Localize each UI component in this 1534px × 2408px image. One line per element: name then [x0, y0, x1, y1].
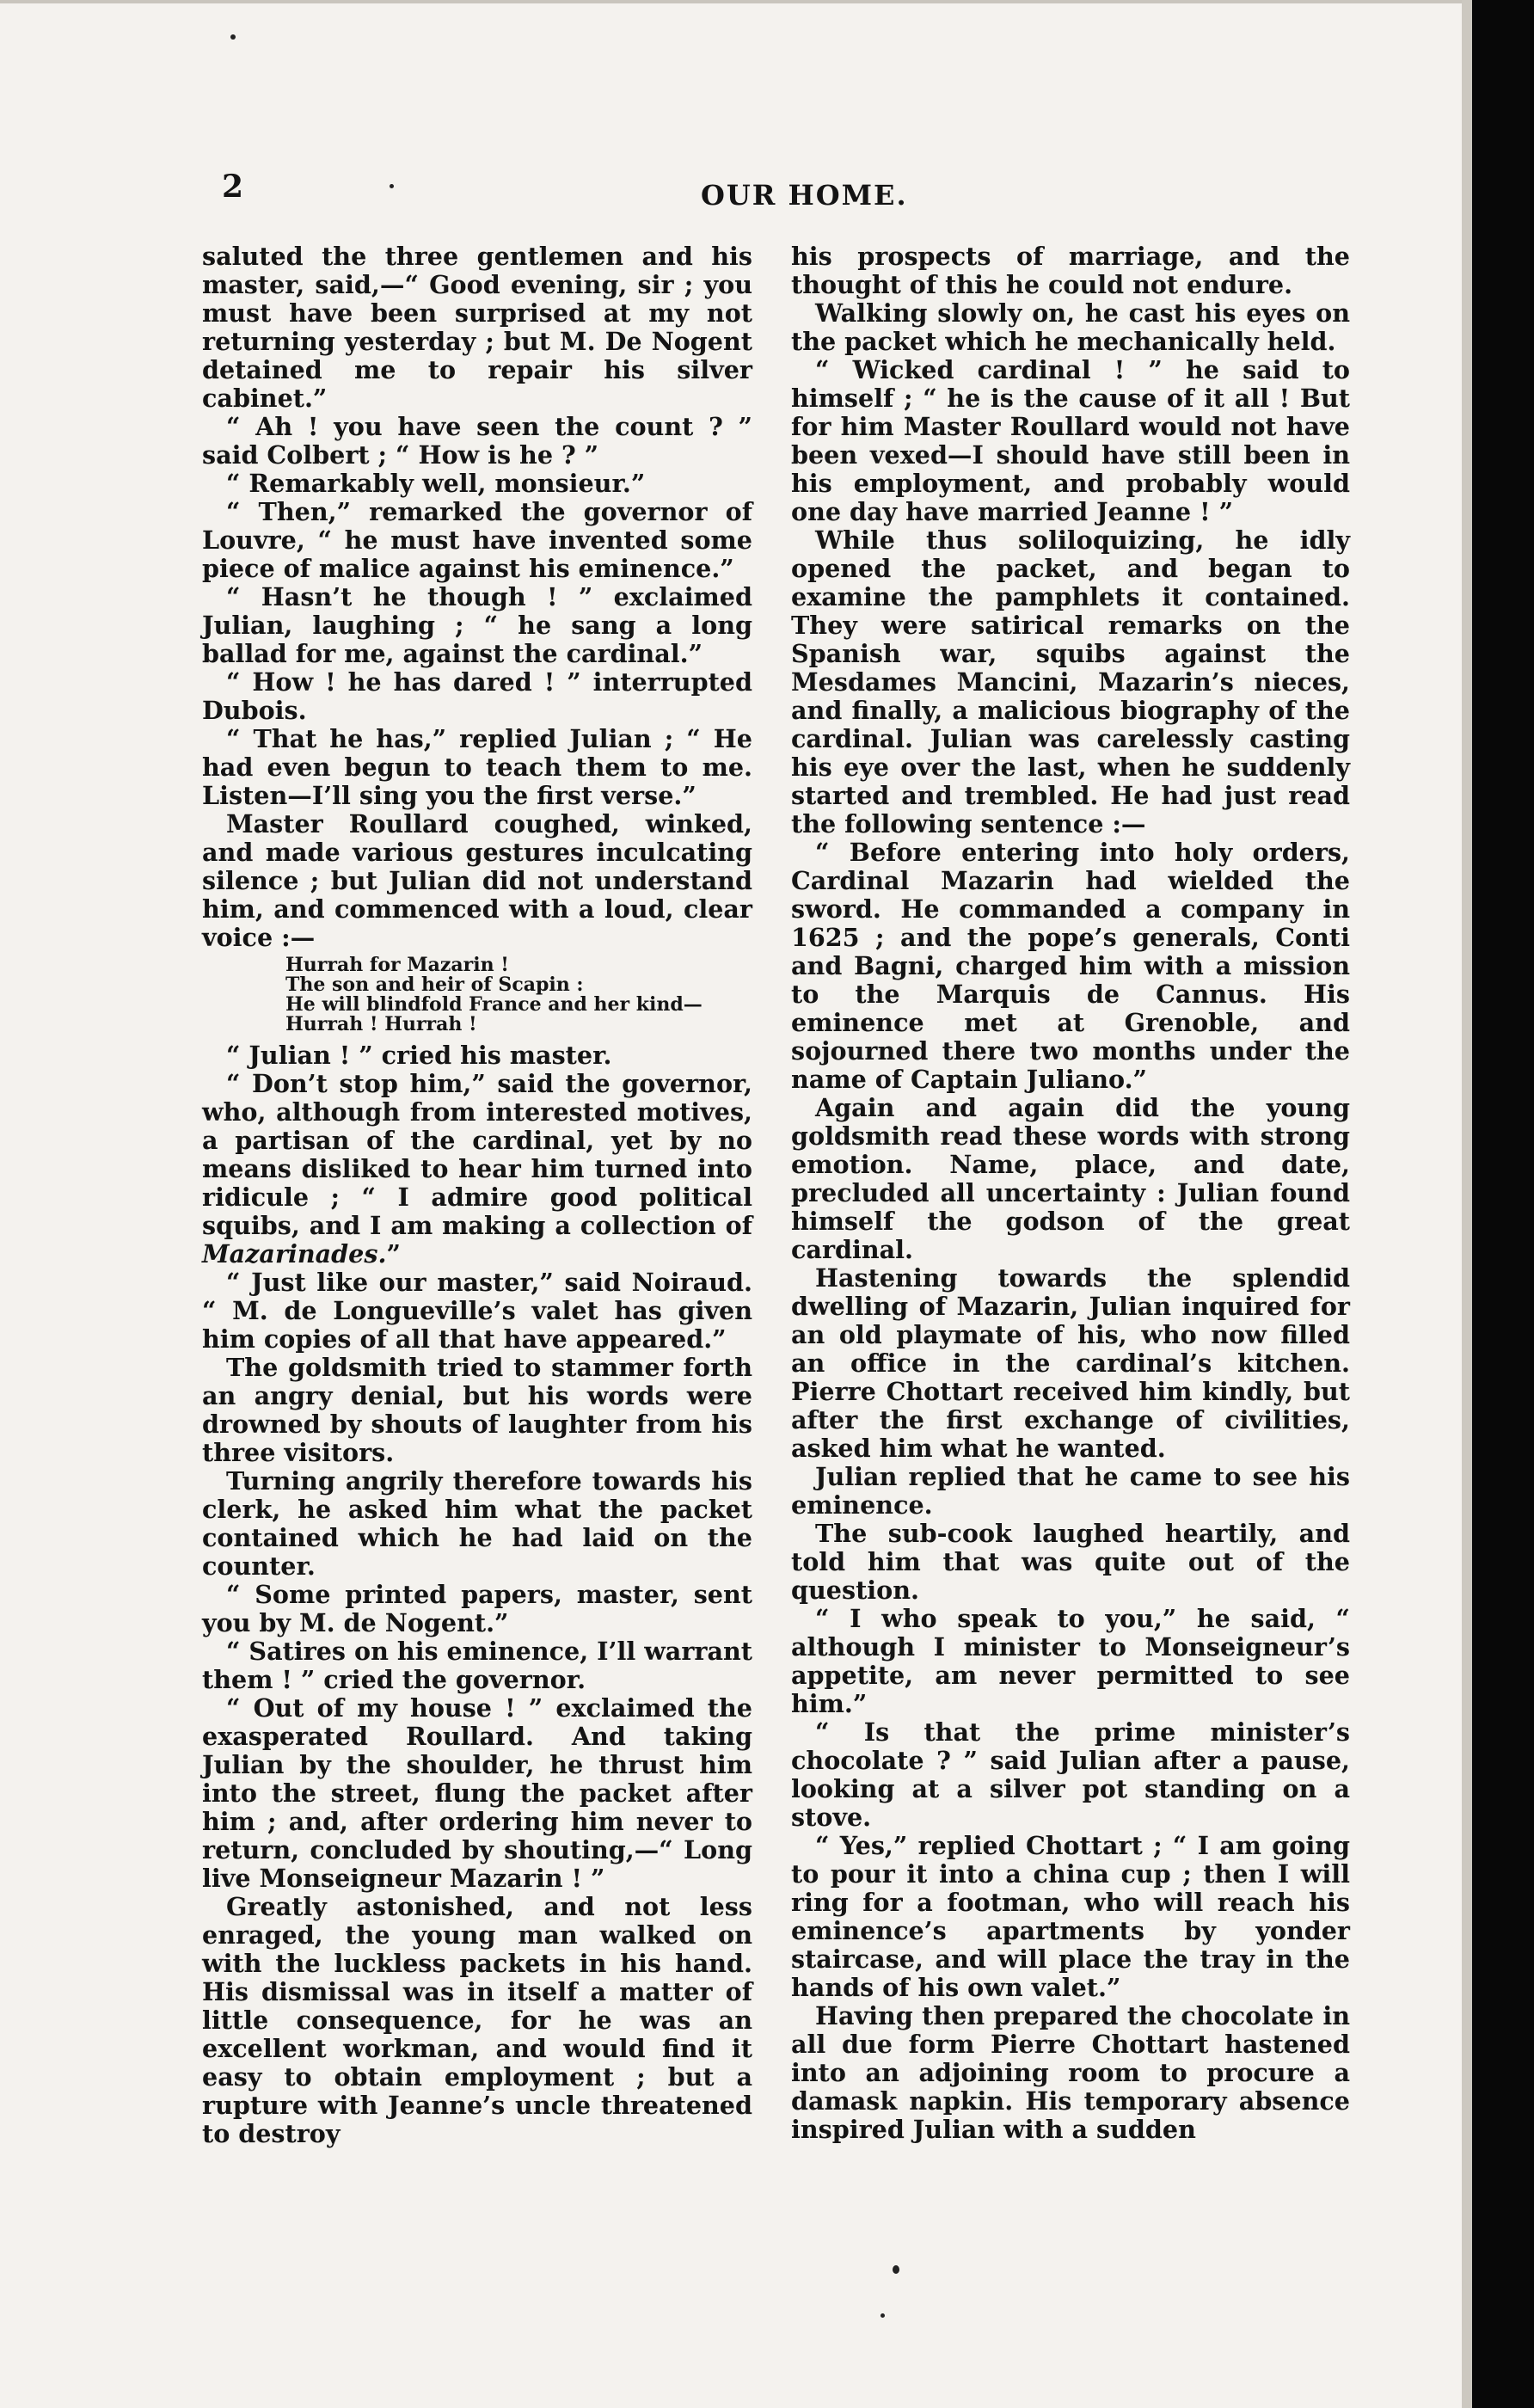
paragraph: “ Julian ! ” cried his master.: [226, 1041, 612, 1070]
paragraph: Julian replied that he came to see his eminence.: [791, 1462, 1350, 1520]
paragraph: “ Ah ! you have seen the count ? ” said Colbert ; “ How is he ? ”: [202, 412, 752, 470]
paragraph: “ Wicked cardinal ! ” he said to himself ; “ he is the cause of it all ! But for him Master Roullard would not have been vexed—I should have still been in his employment, and probably would one day have married Jeanne ! ”: [791, 355, 1350, 526]
paragraph: “ Before entering into holy orders, Cardinal Mazarin had wielded the sword. He commanded a company in 1625 ; and the pope’s generals, Conti and Bagni, charged him with a mission to the Marquis de Cannus. His eminence met at Grenoble, and sojourned there two months under the name of Captain Juliano.”: [791, 838, 1350, 1094]
scan-speck: [230, 34, 236, 40]
scan-speck: [881, 2313, 885, 2318]
paragraph: Hastening towards the splendid dwelling of Mazarin, Julian inquired for an old playmate of his, who now filled an office in the cardinal’s kitchen. Pierre Chottart received him kindly, but after the first exchange of civilities, asked him what he wanted.: [791, 1263, 1350, 1463]
paragraph: saluted the three gentlemen and his master, said,—“ Good evening, sir ; you must have been surprised at my not returning yesterday ; but M. De Nogent detained me to repair his silver cabinet.”: [202, 242, 752, 413]
paragraph: “ How ! he has dared ! ” interrupted Dubois.: [202, 667, 752, 725]
paragraph-text: ”: [386, 1239, 401, 1268]
paragraph: “ Is that the prime minister’s chocolate ? ” said Julian after a pause, looking at a silver pot standing on a stove.: [791, 1717, 1350, 1832]
paragraph: “ Some printed papers, master, sent you by M. de Nogent.”: [202, 1580, 752, 1637]
page-top-edge: [0, 0, 1472, 3]
paragraph: “ Then,” remarked the governor of Louvre, “ he must have invented some piece of malice against his eminence.”: [202, 497, 752, 583]
paragraph: his prospects of marriage, and the thought of this he could not endure.: [791, 242, 1350, 299]
paragraph: “ Remarkably well, monsieur.”: [226, 469, 646, 498]
paragraph: “ Satires on his eminence, I’ll warrant them ! ” cried the governor.: [202, 1637, 752, 1694]
paragraph: Master Roullard coughed, winked, and made various gestures inculcating silence ; but Julian did not understand him, and commenced with a loud, clear voice :—: [202, 809, 752, 952]
left-column: [202, 243, 752, 2148]
page-number: 2: [222, 169, 244, 205]
paragraph: “ I who speak to you,” he said, “ although I minister to Monseigneur’s appetite, am never permitted to see him.”: [791, 1604, 1350, 1718]
page-right-edge: [1462, 0, 1472, 2408]
paragraph: The goldsmith tried to stammer forth an angry denial, but his words were drowned by shouts of laughter from his three visitors.: [202, 1353, 752, 1467]
scan-speck: [390, 184, 394, 188]
paragraph: The sub-cook laughed heartily, and told him that was quite out of the question.: [791, 1519, 1350, 1605]
paragraph: While thus soliloquizing, he idly opened the packet, and began to examine the pamphlets it contained. They were satirical remarks on the Spanish war, squibs against the Mesdames Mancini, Mazarin’s nieces, and finally, a malicious biography of the cardinal. Julian was carelessly casting his eye over the last, when he suddenly started and trembled. He had just read the following sentence :—: [791, 525, 1350, 838]
paragraph: “ That he has,” replied Julian ; “ He had even begun to teach them to me. Listen—I’ll sing you the first verse.”: [202, 724, 752, 810]
verse-line: Hurrah ! Hurrah !: [285, 1013, 477, 1035]
paragraph: Walking slowly on, he cast his eyes on the packet which he mechanically held.: [791, 298, 1350, 356]
italic-title: Mazarinades.: [202, 1239, 387, 1268]
paragraph: “ Just like our master,” said Noiraud. “ M. de Longueville’s valet has given him copies of all that have appeared.”: [202, 1268, 752, 1354]
paragraph: “ Hasn’t he though ! ” exclaimed Julian, laughing ; “ he sang a long ballad for me, against the cardinal.”: [202, 582, 752, 668]
paragraph: [202, 1070, 752, 1268]
verse-line: Hurrah for Mazarin !: [285, 954, 509, 976]
paragraph-text: “ Don’t stop him,” said the governor, who, although from interested motives, a partisan of the cardinal, yet by no means disliked to hear him turned into ridicule ; “ I admire good political squibs, and I am making a collection of: [202, 1069, 752, 1240]
verse-line: The son and heir of Scapin :: [285, 974, 584, 996]
paragraph: Having then prepared the chocolate in all due form Pierre Chottart hastened into an adjoining room to procure a damask napkin. His temporary absence inspired Julian with a sudden: [791, 2001, 1350, 2144]
paragraph: “ Yes,” replied Chottart ; “ I am going to pour it into a china cup ; then I will ring for a footman, who will reach his eminence’s apartments by yonder staircase, and will place the tray in the hands of his own valet.”: [791, 1831, 1350, 2002]
verse: [285, 955, 752, 1035]
paragraph: “ Out of my house ! ” exclaimed the exasperated Roullard. And taking Julian by the shoulder, he thrust him into the street, flung the packet after him ; and, after ordering him never to return, concluded by shouting,—“ Long live Monseigneur Mazarin ! ”: [202, 1693, 752, 1893]
paragraph: Again and again did the young goldsmith read these words with strong emotion. Name, place, and date, precluded all uncertainty : Julian found himself the godson of the great cardinal.: [791, 1093, 1350, 1264]
running-head: OUR HOME.: [701, 179, 908, 212]
paragraph: Greatly astonished, and not less enraged, the young man walked on with the luckless packets in his hand. His dismissal was in itself a matter of little consequence, for he was an excellent workman, and would find it easy to obtain employment ; but a rupture with Jeanne’s uncle threatened to destroy: [202, 1892, 752, 2148]
paragraph: Turning angrily therefore towards his clerk, he asked him what the packet contained which he had laid on the counter.: [202, 1466, 752, 1581]
scan-speck: [893, 2265, 899, 2274]
verse-line: He will blindfold France and her kind—: [285, 993, 703, 1016]
scan-border: [1472, 0, 1534, 2408]
right-column: [791, 243, 1350, 2144]
